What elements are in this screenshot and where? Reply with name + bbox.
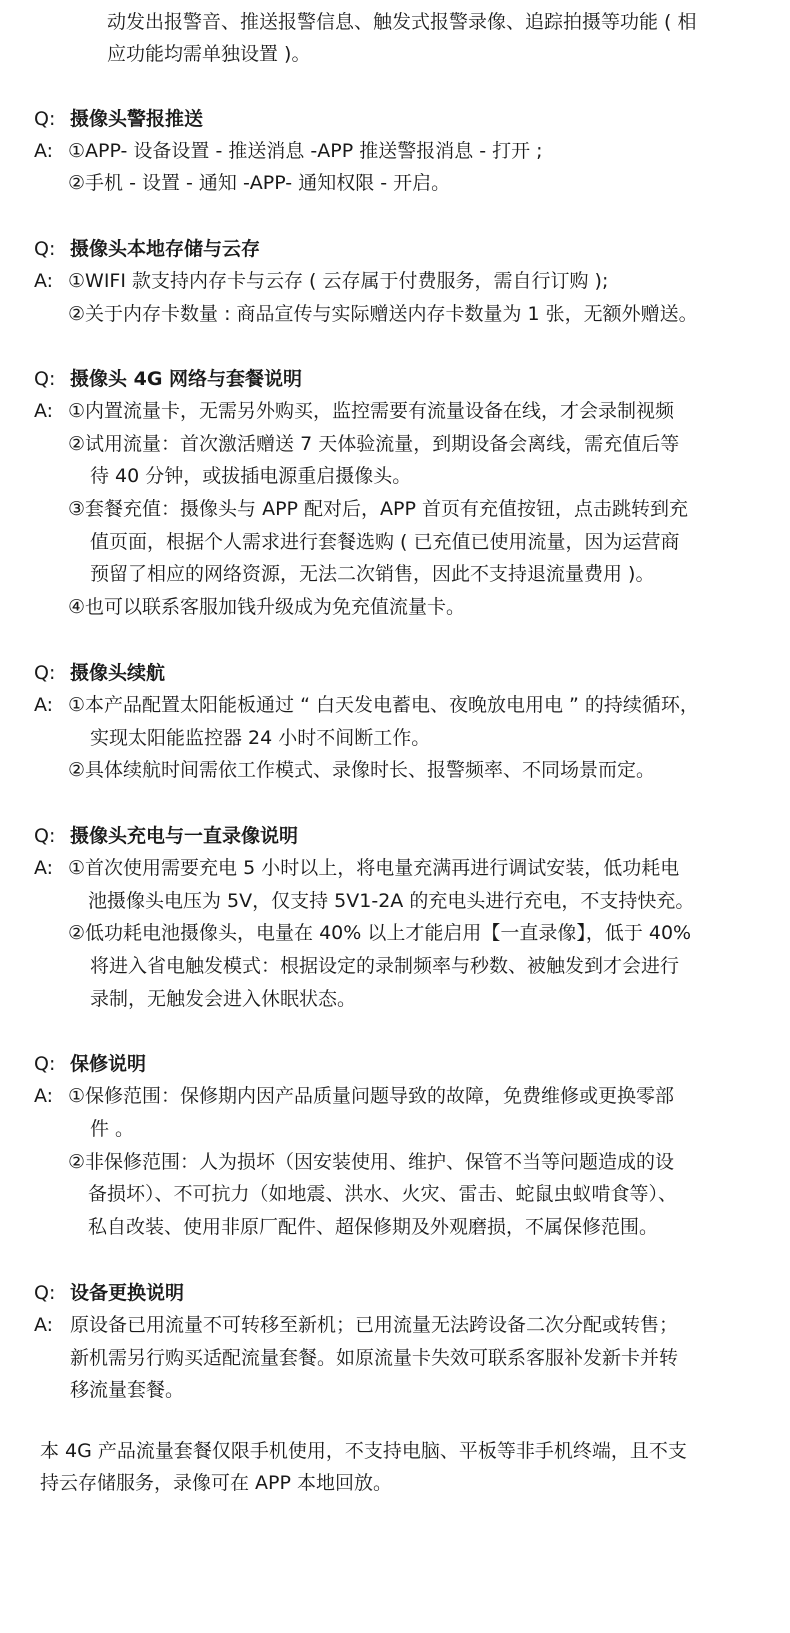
answer-text: ②具体续航时间需依工作模式、录像时长、报警频率、不同场景而定。: [68, 759, 656, 781]
a-label: A:: [34, 1314, 54, 1336]
answer-text: ①保修范围：保修期内因产品质量问题导致的故障，免费维修或更换零部: [68, 1085, 675, 1107]
q-label: Q:: [34, 108, 56, 130]
answer-text: 池摄像头电压为 5V，仅支持 5V1-2A 的充电头进行充电，不支持快充。: [88, 890, 695, 912]
answer-text: 件 。: [90, 1118, 135, 1140]
answer-text: ①首次使用需要充电 5 小时以上，将电量充满再进行调试安装，低功耗电: [68, 857, 680, 879]
answer-text: ②手机 - 设置 - 通知 -APP- 通知权限 - 开启。: [68, 172, 451, 194]
answer-text: 原设备已用流量不可转移至新机；已用流量无法跨设备二次分配或转售；: [70, 1314, 679, 1336]
question-text: 摄像头续航: [70, 662, 166, 684]
answer-text: 移流量套餐。: [70, 1379, 185, 1401]
answer-text: ②非保修范围：人为损坏（因安装使用、维护、保管不当等问题造成的设: [68, 1151, 675, 1173]
question-text: 保修说明: [70, 1053, 147, 1075]
q-label: Q:: [34, 238, 56, 260]
question-text: 设备更换说明: [70, 1282, 185, 1304]
intro-line: 应功能均需单独设置 )。: [107, 43, 311, 65]
a-label: A:: [34, 694, 54, 716]
answer-text: ①内置流量卡，无需另外购买，监控需要有流量设备在线，才会录制视频: [68, 400, 675, 422]
answer-text: 将进入省电触发模式：根据设定的录制频率与秒数、被触发到才会进行: [90, 955, 680, 977]
answer-text: ①WIFI 款支持内存卡与云存 ( 云存属于付费服务，需自行订购 );: [68, 270, 609, 292]
q-label: Q:: [34, 825, 56, 847]
answer-text: ①APP- 设备设置 - 推送消息 -APP 推送警报消息 - 打开 ;: [68, 140, 543, 162]
a-label: A:: [34, 400, 54, 422]
answer-text: ③套餐充值：摄像头与 APP 配对后，APP 首页有充值按钮，点击跳转到充: [68, 498, 688, 520]
question-text: 摄像头警报推送: [70, 108, 204, 130]
q-label: Q:: [34, 368, 56, 390]
q-label: Q:: [34, 1053, 56, 1075]
footer-text: 本 4G 产品流量套餐仅限手机使用，不支持电脑、平板等非手机终端，且不支: [40, 1440, 687, 1462]
answer-text: ④也可以联系客服加钱升级成为免充值流量卡。: [68, 596, 466, 618]
answer-text: 备损坏）、不可抗力（如地震、洪水、火灾、雷击、蛇鼠虫蚁啃食等）、: [88, 1183, 678, 1205]
a-label: A:: [34, 140, 54, 162]
a-label: A:: [34, 1085, 54, 1107]
answer-text: ②关于内存卡数量 : 商品宣传与实际赠送内存卡数量为 1 张，无额外赠送。: [68, 303, 698, 325]
answer-text: 私自改装、使用非原厂配件、超保修期及外观磨损，不属保修范围。: [88, 1216, 659, 1238]
question-text: 摄像头 4G 网络与套餐说明: [70, 368, 303, 390]
answer-text: ②试用流量：首次激活赠送 7 天体验流量，到期设备会离线，需充值后等: [68, 433, 680, 455]
answer-text: 实现太阳能监控器 24 小时不间断工作。: [90, 727, 431, 749]
footer-text: 持云存储服务，录像可在 APP 本地回放。: [40, 1472, 392, 1494]
a-label: A:: [34, 857, 54, 879]
answer-text: ①本产品配置太阳能板通过 “ 白天发电蓄电、夜晚放电用电 ” 的持续循环，: [68, 694, 699, 716]
answer-text: 待 40 分钟，或拔插电源重启摄像头。: [90, 465, 412, 487]
q-label: Q:: [34, 1282, 56, 1304]
answer-text: 值页面，根据个人需求进行套餐选购 ( 已充值已使用流量，因为运营商: [90, 531, 680, 553]
intro-line: 动发出报警音、推送报警信息、触发式报警录像、追踪拍摄等功能 ( 相: [107, 11, 697, 33]
answer-text: 预留了相应的网络资源，无法二次销售，因此不支持退流量费用 )。: [90, 563, 655, 585]
a-label: A:: [34, 270, 54, 292]
answer-text: 新机需另行购买适配流量套餐。如原流量卡失效可联系客服补发新卡并转: [70, 1347, 679, 1369]
answer-text: ②低功耗电池摄像头，电量在 40% 以上才能启用【一直录像】，低于 40%: [68, 922, 692, 944]
question-text: 摄像头充电与一直录像说明: [70, 825, 299, 847]
question-text: 摄像头本地存储与云存: [70, 238, 261, 260]
q-label: Q:: [34, 662, 56, 684]
answer-text: 录制，无触发会进入休眠状态。: [90, 988, 357, 1010]
